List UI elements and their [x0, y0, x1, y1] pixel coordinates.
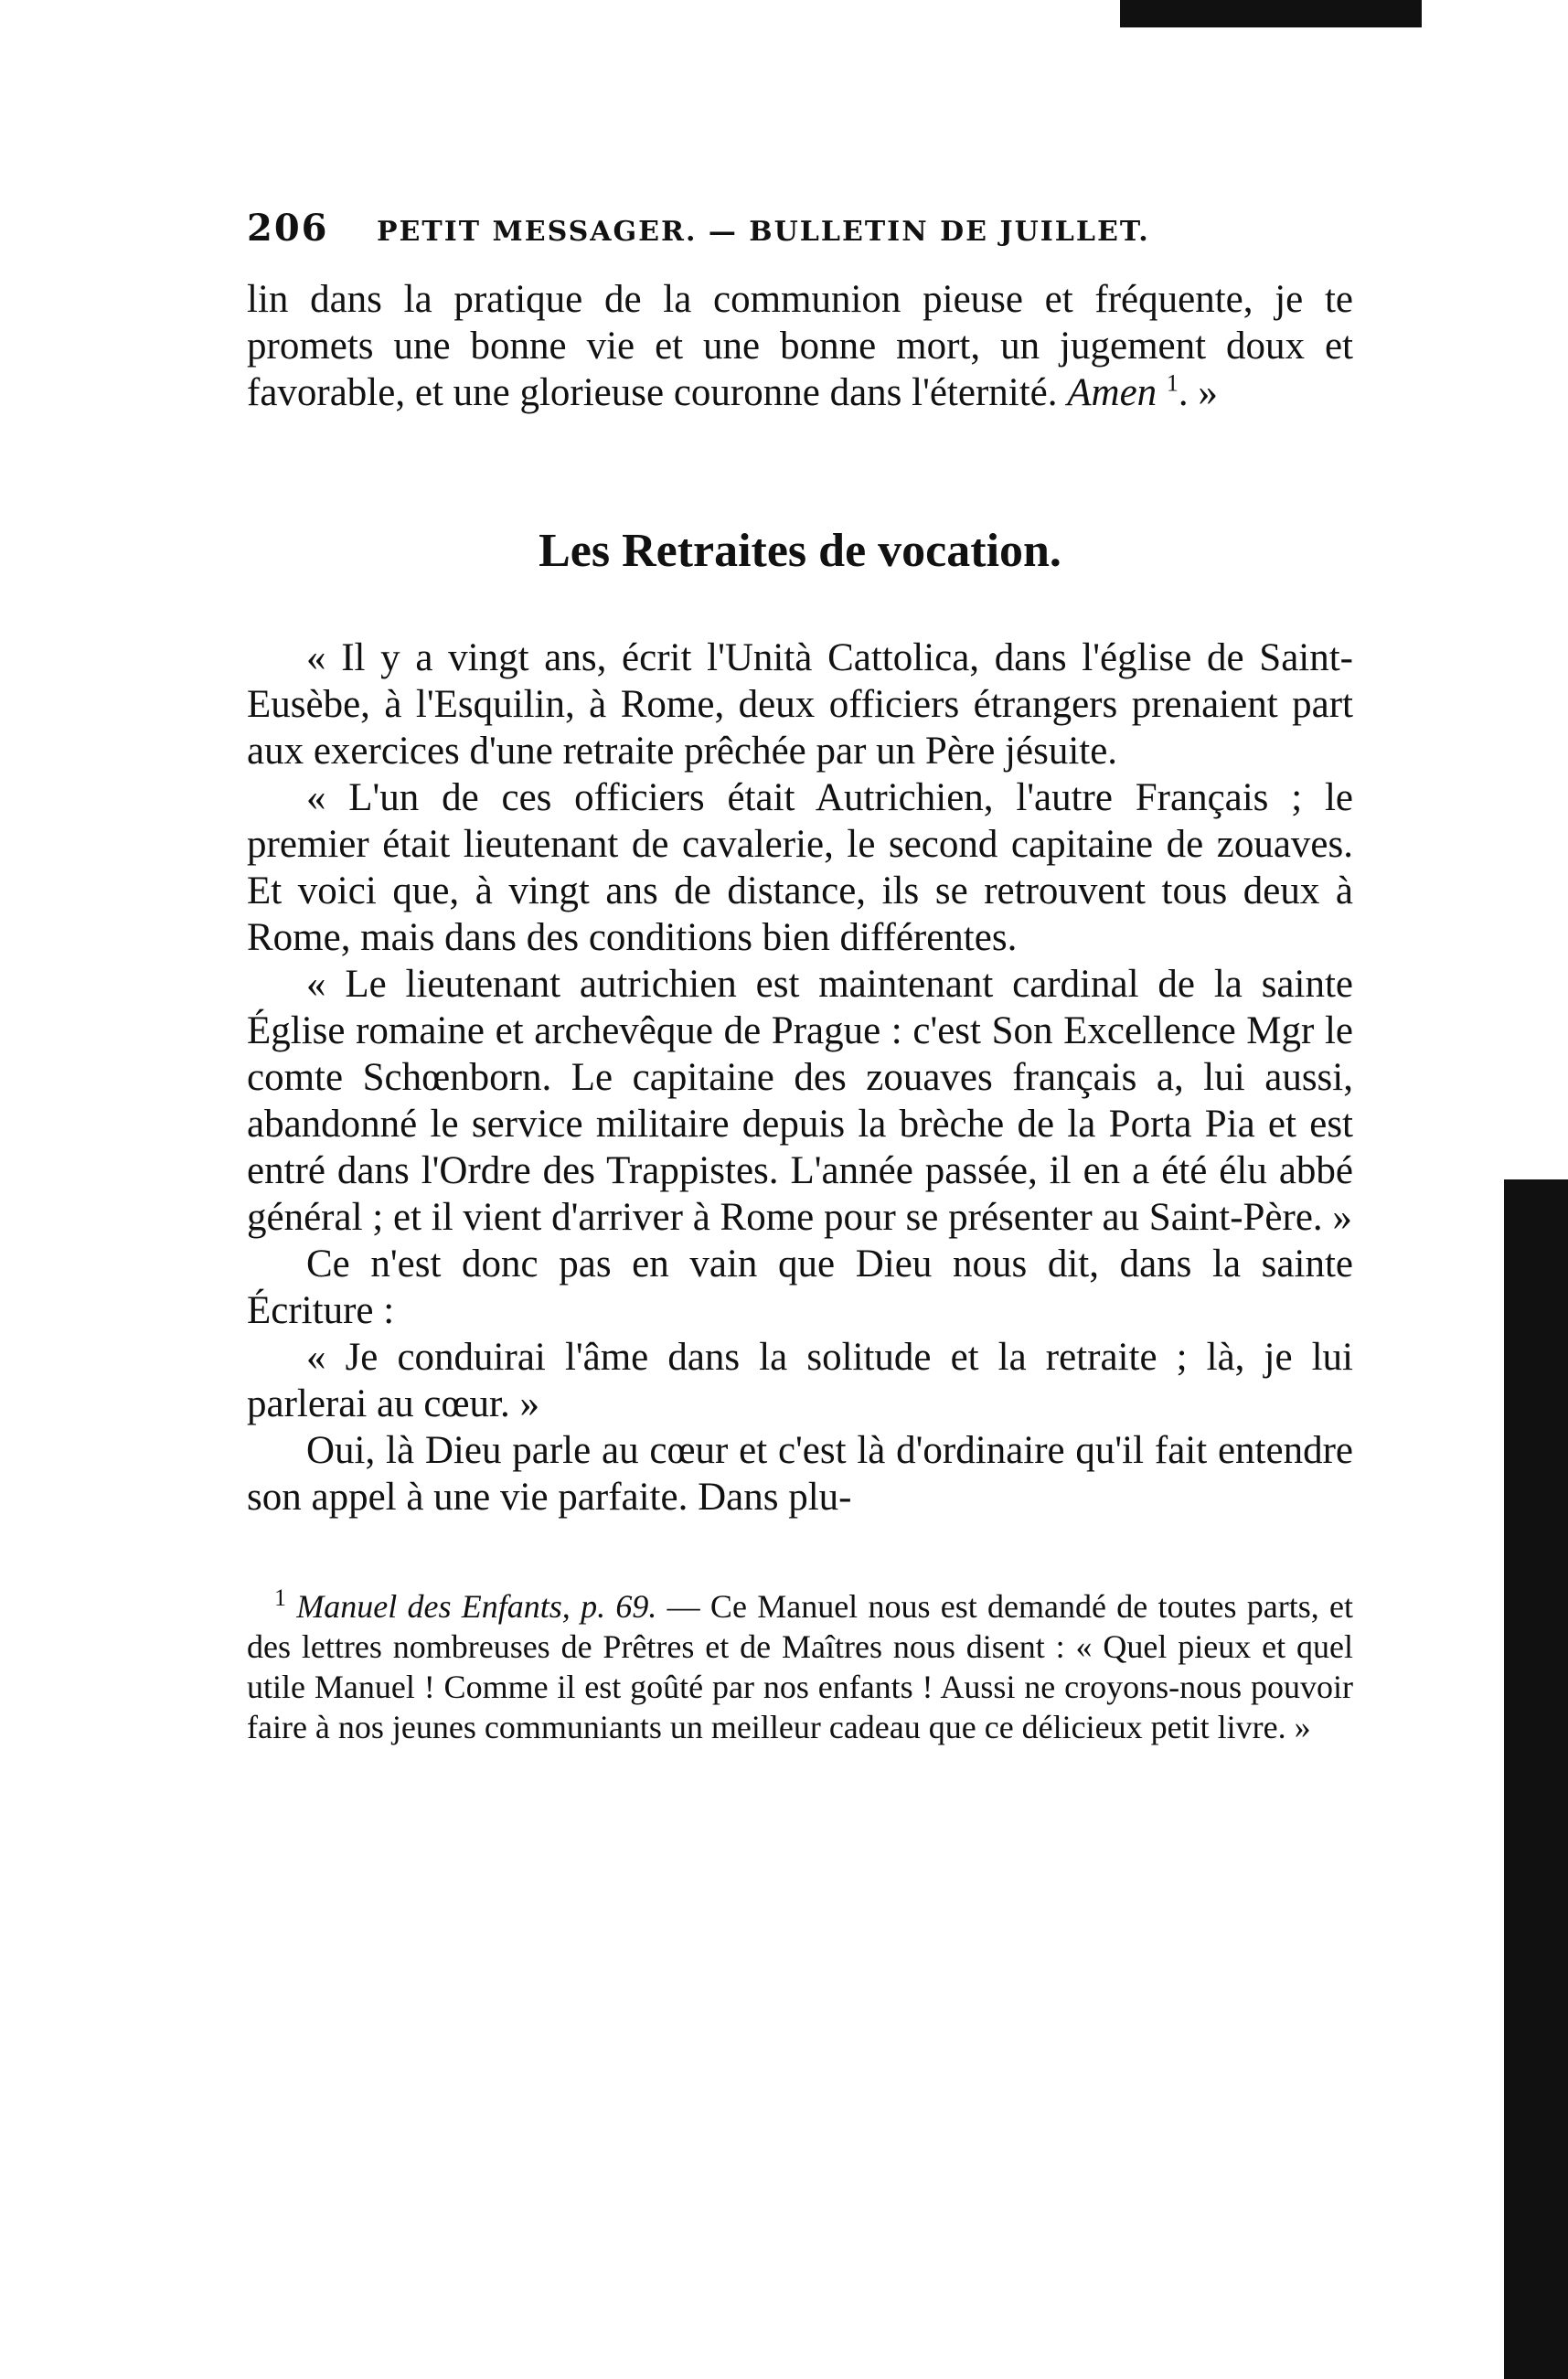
paragraph: Oui, là Dieu parle au cœur et c'est là d'ordinaire qu'il fait entendre son appel à une vie parfaite. Dans plu- — [247, 1429, 1353, 1519]
footnote-body: — Ce Manuel nous est demandé de toutes parts, et des lettres nombreuses de Prêtres et de Maîtres nous disent : « Quel pieux et quel utile Manuel ! Comme il est goûté par nos enfants ! Aussi ne croyons-nous pouvoir faire à nos jeunes communiants un meilleur cadeau que ce délicieux petit livre. » — [247, 1588, 1354, 1745]
running-header — [247, 207, 1353, 251]
scan-border-right — [1504, 1179, 1568, 2379]
section-title: Les Retraites de vocation. — [539, 525, 1061, 577]
running-title: PETIT MESSAGER. — BULLETIN DE JUILLET. — [376, 216, 1150, 248]
paragraph: « Il y a vingt ans, écrit l'Unità Cattolica, dans l'église de Saint-Eusèbe, à l'Esquilin, à Rome, deux officiers étrangers prenaient part aux exercices d'une retraite prêchée par un Père jésuite. — [247, 636, 1353, 773]
footnote-text — [247, 1586, 1353, 1747]
paragraph: « Je conduirai l'âme dans la solitude et la retraite ; là, je lui parlerai au cœur. » — [247, 1336, 1353, 1425]
article-body — [247, 635, 1353, 1520]
footnote-reference: 1 — [1166, 369, 1179, 397]
footnote-marker: 1 — [274, 1584, 286, 1611]
amen-word: Amen — [1067, 371, 1157, 414]
paragraph: « L'un de ces officiers était Autrichien, l'autre Français ; le premier était lieutenant de cavalerie, le second capitaine de zouaves. Et voici que, à vingt ans de distance, ils se retrouvent tous deux à Rome, mais dans des conditions bien différentes. — [247, 776, 1353, 959]
footnote-source: Manuel des Enfants, p. 69. — [296, 1588, 657, 1625]
paragraph: « Le lieutenant autrichien est maintenant cardinal de la sainte Église romaine et archevêque de Prague : c'est Son Excellence Mgr le comte Schœnborn. Le capitaine des zouaves français a, lui aussi, abandonné le service militaire depuis la brèche de la Porta Pia et est entré dans l'Ordre des Trappistes. L'année passée, il en a été élu abbé général ; et il vient d'arriver à Rome pour se présenter au Saint-Père. » — [247, 963, 1353, 1239]
scan-border-top — [1120, 0, 1422, 27]
intro-closing: . » — [1178, 371, 1218, 414]
intro-text: lin dans la pratique de la communion pieuse et fréquente, je te promets une bonne vie et une bonne mort, un jugement doux et favorable, et une glorieuse couronne dans l'éternité. — [247, 278, 1353, 414]
paragraph: Ce n'est donc pas en vain que Dieu nous dit, dans la sainte Écriture : — [247, 1243, 1353, 1332]
intro-paragraph — [247, 276, 1353, 416]
book-page — [247, 207, 1354, 1747]
page-number: 206 — [247, 207, 329, 250]
footnote — [247, 1586, 1353, 1747]
